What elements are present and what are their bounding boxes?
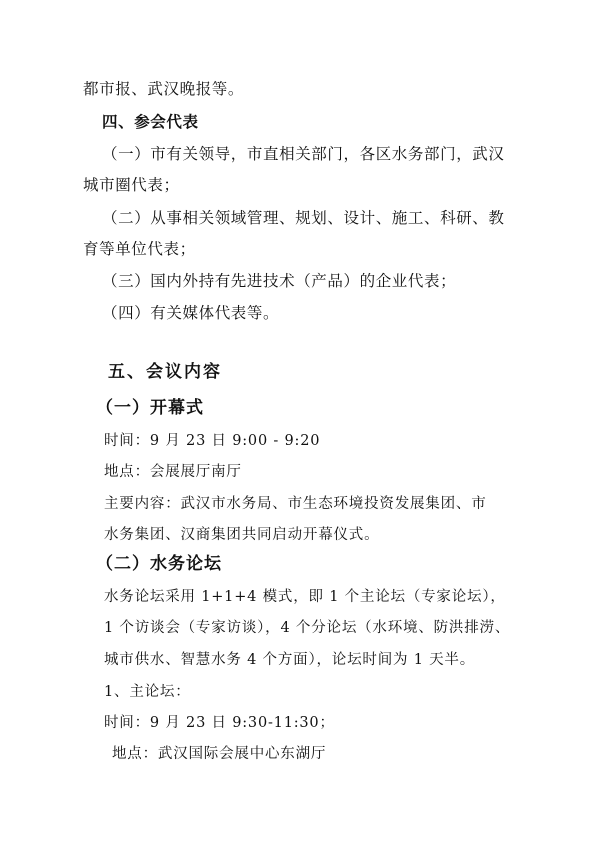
text-line: 都市报、武汉晚报等。	[83, 80, 245, 98]
text-line: 时间：9 月 23 日 9:00 - 9:20	[104, 433, 321, 449]
section-heading: 五、会议内容	[108, 362, 222, 382]
text-line: 1 个访谈会（专家访谈），4 个分论坛（水环境、防洪排涝、	[104, 620, 511, 636]
text-line: 水务论坛采用 1+1+4 模式，即 1 个主论坛（专家论坛），	[104, 589, 506, 605]
text-line: 育等单位代表；	[83, 240, 196, 258]
subsection-heading: （一）开幕式	[96, 398, 204, 418]
subsection-heading: （二）水务论坛	[96, 554, 222, 574]
text-line: 地点：武汉国际会展中心东湖厅	[112, 746, 327, 762]
text-line: （二）从事相关领域管理、规划、设计、施工、科研、教	[102, 209, 505, 227]
text-line: （四）有关媒体代表等。	[102, 304, 280, 322]
text-line: 城市圈代表；	[83, 176, 180, 194]
text-line: 水务集团、汉商集团共同启动开幕仪式。	[104, 527, 380, 543]
text-line: 地点：会展展厅南厅	[104, 464, 242, 480]
section-heading: 四、参会代表	[102, 112, 199, 131]
text-line: 主要内容：武汉市水务局、市生态环境投资发展集团、市	[104, 496, 487, 512]
text-line: 时间：9 月 23 日 9:30-11:30；	[104, 715, 335, 731]
text-line: （三）国内外持有先进技术（产品）的企业代表；	[102, 272, 457, 290]
text-line: （一）市有关领导，市直相关部门，各区水务部门，武汉	[102, 145, 505, 163]
text-line: 城市供水、智慧水务 4 个方面），论坛时间为 1 天半。	[104, 652, 476, 668]
text-line: 1、主论坛：	[104, 684, 191, 700]
